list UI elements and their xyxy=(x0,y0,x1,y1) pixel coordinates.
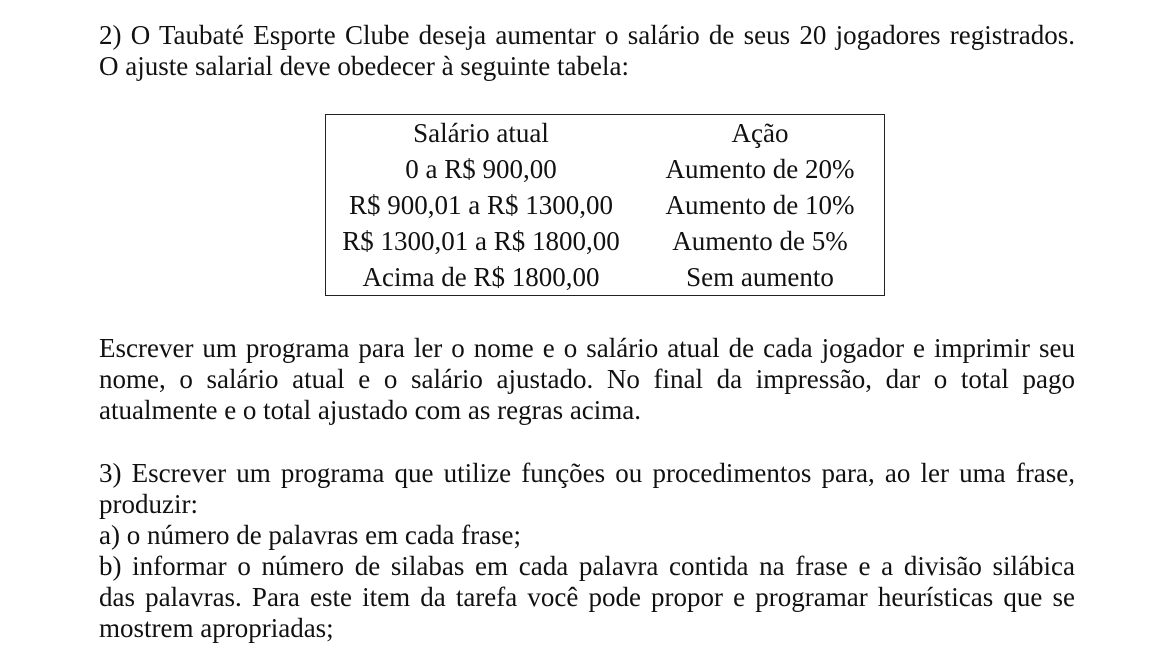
column-header-action: Ação xyxy=(731,118,789,148)
text-line: das palavras. Para este item da tarefa você pode propor e programar heurísticas que se xyxy=(99,582,1075,612)
text-line: nome, o salário atual e o salário ajustado. No final da impressão, dar o total pago xyxy=(99,364,1075,394)
text-line: produzir: xyxy=(99,489,198,519)
text-line: b) informar o número de silabas em cada palavra contida na frase e a divisão silábica xyxy=(99,551,1075,581)
table-header-row xyxy=(326,115,885,152)
text-line: atualmente e o total ajustado com as regras acima. xyxy=(99,395,642,425)
problem-2-task xyxy=(99,333,1075,426)
salary-adjustment-table xyxy=(325,114,885,296)
text-line: a) o número de palavras em cada frase; xyxy=(99,520,522,550)
text-line: Escrever um programa para ler o nome e o salário atual de cada jogador e imprimir seu xyxy=(99,333,1075,363)
problem-3 xyxy=(99,458,1075,644)
table-row xyxy=(326,151,885,187)
text-line: O ajuste salarial deve obedecer à seguinte tabela: xyxy=(99,51,629,81)
salary-range-cell: Acima de R$ 1800,00 xyxy=(362,262,600,292)
table-row xyxy=(326,223,885,259)
action-cell: Sem aumento xyxy=(686,262,834,292)
table-row xyxy=(326,259,885,296)
salary-range-cell: R$ 1300,01 a R$ 1800,00 xyxy=(342,226,620,256)
action-cell: Aumento de 5% xyxy=(672,226,848,256)
action-cell: Aumento de 20% xyxy=(665,154,855,184)
salary-range-cell: 0 a R$ 900,00 xyxy=(405,154,557,184)
column-header-salary: Salário atual xyxy=(413,118,549,148)
problem-2-intro xyxy=(99,20,1075,82)
action-cell: Aumento de 10% xyxy=(665,190,855,220)
text-line: 3) Escrever um programa que utilize funções ou procedimentos para, ao ler uma frase, xyxy=(99,458,1075,488)
text-line: 2) O Taubaté Esporte Clube deseja aumentar o salário de seus 20 jogadores registrados. xyxy=(99,20,1075,50)
table-row xyxy=(326,187,885,223)
text-line: mostrem apropriadas; xyxy=(99,613,334,643)
salary-range-cell: R$ 900,01 a R$ 1300,00 xyxy=(348,190,613,220)
